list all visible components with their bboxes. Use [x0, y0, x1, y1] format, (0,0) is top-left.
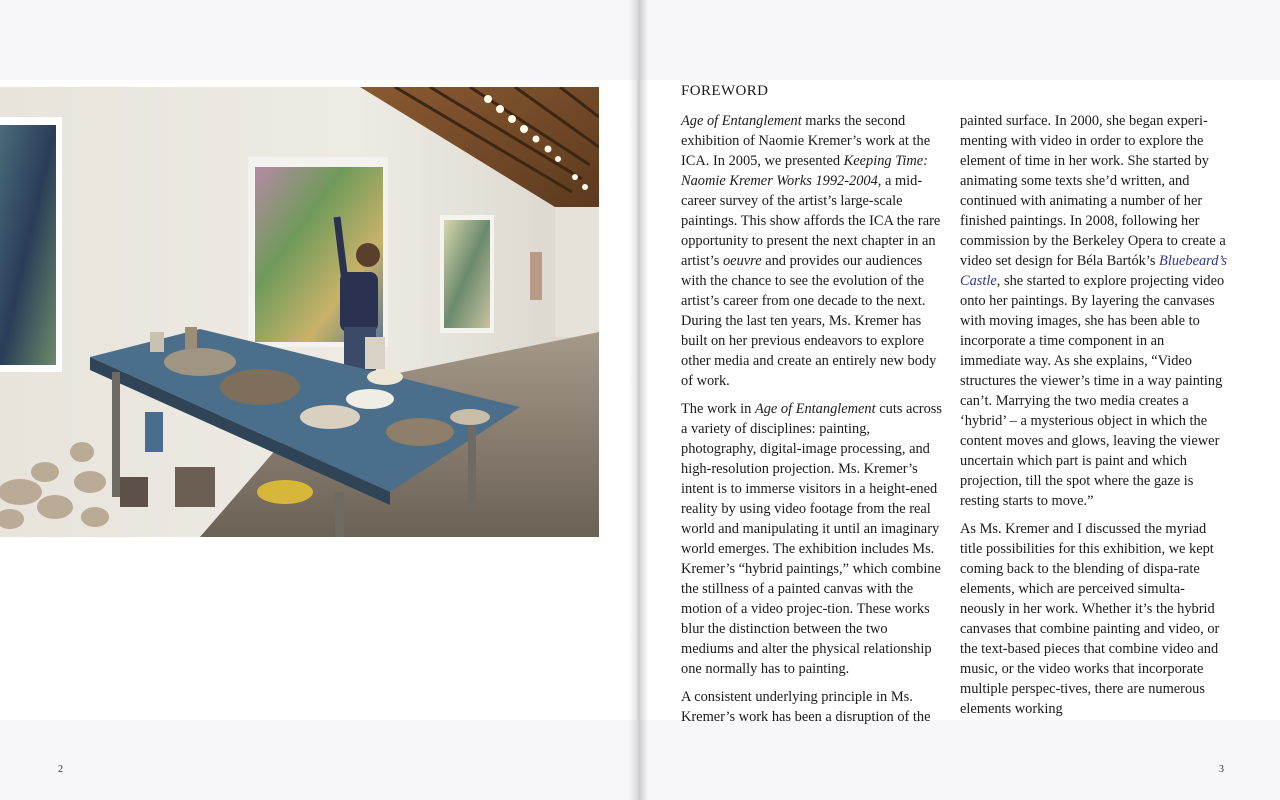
paragraph-text: and provides our audiences with the chance to see the evolution of the artist’s career from one decade to the next. During the last ten years, Ms. Kremer has built on her previous endeavors to explore other media and create an entirely new body of work. — [681, 253, 937, 389]
paragraph-text: cuts across a variety of disciplines: painting, photography, digital-image processing, and high-resolution projection. Ms. Kremer’s intent is to immerse visitors in a height-ened reality by using video footage from the real world and manipulating it until an imaginary world emerges. The exhibition includes Ms. Kremer’s “hybrid paintings,” which combine the stillness of a painted canvas with the motion of a video projec-tion. These works blur the distinction between the two mediums and alter the physical relationship one normally has to painting. — [681, 401, 942, 677]
paragraph-text: painted surface. In 2000, she began experi-menting with video in order to explore the element of time in her work. She started by animating some texts she’d written, and continued with animating a number of her finished paintings. In 2008, following her commission by the Berkeley Opera to create a video set design for Béla Bartók’s — [960, 113, 1226, 269]
paragraph — [681, 399, 943, 679]
text-column-2 — [960, 111, 1228, 727]
paragraph-text: marks the second exhibition of Naomie Kremer’s work at the ICA. In 2005, we presented — [681, 113, 931, 169]
paragraph-text: , she started to explore projecting video onto her paintings. By layering the canvases with moving images, she has been able to incorporate a time component in an immediate way. As she explains, “Video structures the viewer’s time in a way painting can’t. Marrying the two media creates a ‘hybrid’ – a mysterious object in which the content moves and glows, leaving the viewer uncertain which part is paint and which projection, till the spot where the gaze is resting starts to move.” — [960, 273, 1225, 509]
title-italic: Age of Entanglement — [754, 401, 876, 417]
term-italic: oeuvre — [722, 253, 762, 269]
paragraph — [681, 111, 943, 391]
page-number: 2 — [58, 764, 63, 775]
right-page — [640, 0, 1280, 800]
title-italic: Keeping Time: Naomie Kremer Works 1992-2004 — [681, 153, 928, 189]
left-page — [0, 0, 636, 800]
page-number: 3 — [1219, 764, 1224, 775]
paragraph: As Ms. Kremer and I discussed the myriad title possibilities for this exhibition, we kept coming back to the blending of dispa-rate elements, which are perceived simulta-neously in her work. Whether it’s the hybrid canvases that combine painting and video, or the text-based pieces that combine video and music, or the video works that incorporate multiple perspec-tives, there are numerous elements working — [960, 521, 1220, 717]
bluebeards-castle-link[interactable]: Bluebeard’s Castle — [960, 253, 1227, 289]
paragraph-text: The work in — [681, 401, 755, 417]
paragraph — [960, 111, 1228, 511]
paragraph: A consistent underlying principle in Ms. Kremer’s work has been a disruption of the — [681, 689, 931, 725]
gallery-photo — [0, 87, 599, 537]
title-italic: Age of Entanglement — [681, 113, 802, 129]
paragraph-text: , a mid-career survey of the artist’s large-scale paintings. This show affords the ICA the rare opportunity to present the next chapter in an artist’s — [681, 173, 941, 269]
section-heading: FOREWORD — [681, 83, 769, 99]
book-gutter — [628, 0, 648, 800]
text-column-1 — [681, 111, 943, 735]
